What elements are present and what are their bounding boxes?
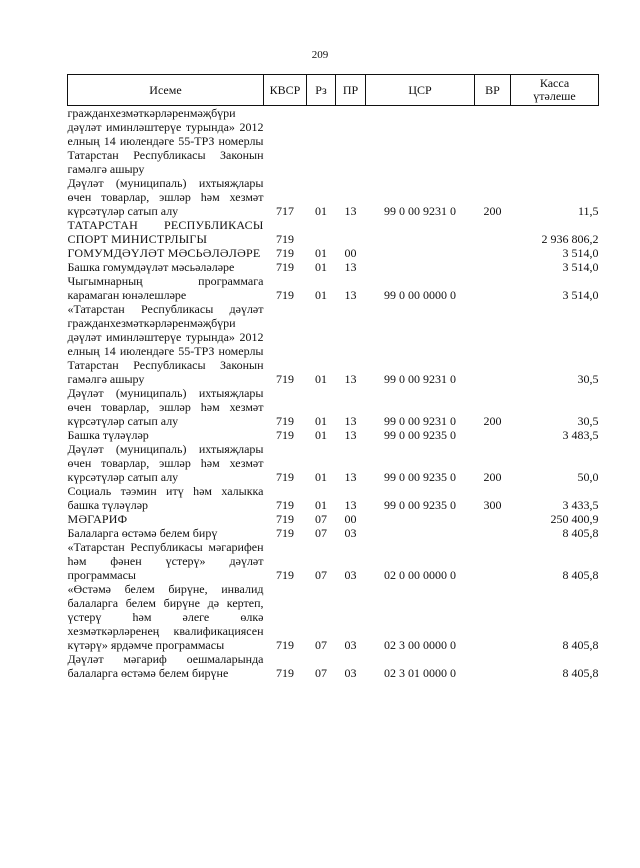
row-rz: 07 bbox=[315, 526, 327, 540]
row-rz bbox=[307, 106, 336, 177]
table-row bbox=[68, 106, 599, 177]
row-rz: 07 bbox=[315, 512, 327, 526]
table-row bbox=[68, 652, 599, 680]
row-name: МӘГАРИФ bbox=[67, 512, 128, 526]
row-pr: 13 bbox=[344, 414, 357, 428]
row-vr bbox=[475, 246, 511, 260]
row-name: Дәүләт (муниципаль) ихтыяҗлары өчен товарлар, эшләр һәм хезмәт күрсәтүләр сатып алу bbox=[67, 176, 264, 218]
row-pr: 13 bbox=[344, 260, 357, 274]
row-csr bbox=[366, 526, 475, 540]
row-csr: 99 0 00 9235 0 bbox=[384, 470, 456, 484]
row-vr bbox=[475, 526, 511, 540]
row-kvsr: 719 bbox=[276, 288, 294, 302]
table-row bbox=[68, 176, 599, 218]
row-rz: 01 bbox=[315, 428, 327, 442]
row-sum: 8 405,8 bbox=[562, 638, 599, 652]
row-sum bbox=[511, 106, 599, 177]
row-rz: 01 bbox=[315, 372, 327, 386]
row-name: гражданхезмәткәрләренмәҗбүри дәүләт иминләштерүе турында» 2012 елның 14 июлендәге 55-ТРЗ номерлы Татарстан Республикасы Законын гамәлгә ашыру bbox=[67, 106, 264, 176]
row-csr: 02 3 00 0000 0 bbox=[384, 638, 456, 652]
row-pr: 13 bbox=[344, 498, 357, 512]
row-rz: 01 bbox=[315, 260, 327, 274]
row-sum: 8 405,8 bbox=[562, 666, 599, 680]
row-rz: 01 bbox=[315, 246, 327, 260]
row-kvsr: 719 bbox=[276, 526, 294, 540]
row-sum: 8 405,8 bbox=[562, 526, 599, 540]
table-row bbox=[68, 246, 599, 260]
row-name: «Татарстан Республикасы дәүләт гражданхезмәткәрләренмәҗбүри дәүләт иминләштерүе турында» 2012 елның 14 июлендәге 55-ТРЗ номерлы Татарстан Республикасы Законын гамәлгә ашыру bbox=[67, 302, 264, 386]
row-kvsr: 719 bbox=[276, 232, 294, 246]
row-vr bbox=[475, 582, 511, 652]
row-name: Социаль тәэмин итү һәм халыкка башка түләүләр bbox=[67, 484, 264, 512]
row-vr: 300 bbox=[483, 498, 502, 512]
row-rz: 01 bbox=[315, 498, 327, 512]
row-vr: 200 bbox=[483, 414, 502, 428]
row-sum: 3 514,0 bbox=[562, 288, 599, 302]
table-row bbox=[68, 302, 599, 386]
row-csr: 02 3 01 0000 0 bbox=[384, 666, 456, 680]
row-pr: 13 bbox=[344, 288, 357, 302]
row-sum: 30,5 bbox=[577, 414, 599, 428]
header-csr: ЦСР bbox=[366, 75, 475, 106]
table-row bbox=[68, 484, 599, 512]
row-rz: 07 bbox=[315, 638, 327, 652]
row-vr: 200 bbox=[483, 204, 502, 218]
row-name: Дәүләт (муниципаль) ихтыяҗлары өчен товарлар, эшләр һәм хезмәт күрсәтүләр сатып алу bbox=[67, 386, 264, 428]
row-name: Чыгымнарның программага карамаган юнәлешләре bbox=[67, 274, 264, 302]
row-sum: 3 514,0 bbox=[562, 246, 599, 260]
row-sum: 11,5 bbox=[577, 204, 599, 218]
row-name: «Татарстан Республикасы мәгарифен һәм фәнен үстерү» дәүләт программасы bbox=[67, 540, 264, 582]
row-kvsr: 717 bbox=[276, 204, 294, 218]
row-sum: 50,0 bbox=[577, 470, 599, 484]
row-kvsr: 719 bbox=[276, 666, 294, 680]
row-vr bbox=[475, 302, 511, 386]
row-csr bbox=[366, 246, 475, 260]
row-sum: 3 514,0 bbox=[562, 260, 599, 274]
header-rz: Рз bbox=[307, 75, 336, 106]
row-kvsr: 719 bbox=[276, 414, 294, 428]
row-rz: 07 bbox=[315, 666, 327, 680]
row-kvsr: 719 bbox=[276, 246, 294, 260]
row-pr bbox=[336, 106, 366, 177]
header-kvsr: КВСР bbox=[264, 75, 307, 106]
row-csr: 99 0 00 9231 0 bbox=[384, 414, 456, 428]
page-number: 209 bbox=[311, 49, 329, 61]
table-row bbox=[68, 260, 599, 274]
row-name: ГОМУМДӘҮЛӘТ МӘСЬӘЛӘЛӘРЕ bbox=[67, 246, 261, 260]
row-name: Дәүләт мәгариф оешмаларында балаларга өстәмә белем бирүне bbox=[67, 652, 264, 680]
row-pr: 13 bbox=[344, 428, 357, 442]
header-vr: ВР bbox=[475, 75, 511, 106]
row-sum: 3 433,5 bbox=[562, 498, 599, 512]
row-kvsr: 719 bbox=[276, 470, 294, 484]
row-csr bbox=[366, 260, 475, 274]
row-kvsr bbox=[264, 106, 307, 177]
table-row bbox=[68, 274, 599, 302]
row-pr: 03 bbox=[344, 526, 357, 540]
row-csr: 99 0 00 0000 0 bbox=[384, 288, 456, 302]
row-vr bbox=[475, 512, 511, 526]
table-row bbox=[68, 428, 599, 442]
row-vr bbox=[475, 274, 511, 302]
table-row bbox=[68, 526, 599, 540]
row-sum: 2 936 806,2 bbox=[541, 232, 599, 246]
row-kvsr: 719 bbox=[276, 372, 294, 386]
row-vr bbox=[475, 218, 511, 246]
row-pr: 03 bbox=[344, 638, 357, 652]
row-sum: 8 405,8 bbox=[562, 568, 599, 582]
table-row bbox=[68, 540, 599, 582]
row-kvsr: 719 bbox=[276, 638, 294, 652]
row-kvsr: 719 bbox=[276, 568, 294, 582]
row-rz: 01 bbox=[315, 414, 327, 428]
row-rz: 01 bbox=[315, 204, 327, 218]
row-csr: 99 0 00 9231 0 bbox=[384, 372, 456, 386]
row-name: ТАТАРСТАН РЕСПУБЛИКАСЫ СПОРТ МИНИСТРЛЫГЫ bbox=[67, 218, 264, 246]
row-pr: 03 bbox=[344, 666, 357, 680]
row-pr: 13 bbox=[344, 372, 357, 386]
row-rz: 07 bbox=[315, 568, 327, 582]
row-name: Башка гомумдәүләт мәсьәләләре bbox=[67, 260, 235, 274]
row-name: Башка түләүләр bbox=[67, 428, 149, 442]
row-csr: 99 0 00 9235 0 bbox=[384, 498, 456, 512]
row-pr: 03 bbox=[344, 568, 357, 582]
row-kvsr: 719 bbox=[276, 498, 294, 512]
row-pr: 00 bbox=[344, 246, 357, 260]
row-pr bbox=[336, 218, 366, 246]
table-row bbox=[68, 512, 599, 526]
row-pr: 13 bbox=[344, 470, 357, 484]
row-pr: 00 bbox=[344, 512, 357, 526]
row-pr: 13 bbox=[344, 204, 357, 218]
row-name: Дәүләт (муниципаль) ихтыяҗлары өчен товарлар, эшләр һәм хезмәт күрсәтүләр сатып алу bbox=[67, 442, 264, 484]
row-name: Балаларга өстәмә белем бирү bbox=[67, 526, 218, 540]
row-kvsr: 719 bbox=[276, 428, 294, 442]
table-row bbox=[68, 386, 599, 428]
row-rz bbox=[307, 218, 336, 246]
row-csr bbox=[366, 218, 475, 246]
row-vr: 200 bbox=[483, 470, 502, 484]
table-row bbox=[68, 442, 599, 484]
table-row bbox=[68, 582, 599, 652]
table-header-row bbox=[68, 75, 599, 106]
row-vr bbox=[475, 428, 511, 442]
row-csr: 99 0 00 9235 0 bbox=[384, 428, 456, 442]
row-rz: 01 bbox=[315, 288, 327, 302]
row-sum: 30,5 bbox=[577, 372, 599, 386]
row-csr: 99 0 00 9231 0 bbox=[384, 204, 456, 218]
row-kvsr: 719 bbox=[276, 512, 294, 526]
header-pr: ПР bbox=[336, 75, 366, 106]
row-vr bbox=[475, 540, 511, 582]
row-vr bbox=[475, 106, 511, 177]
row-csr: 02 0 00 0000 0 bbox=[384, 568, 456, 582]
row-csr bbox=[366, 512, 475, 526]
table-body bbox=[68, 106, 599, 681]
row-csr bbox=[366, 106, 475, 177]
row-sum: 3 483,5 bbox=[562, 428, 599, 442]
header-name: Исеме bbox=[68, 75, 264, 106]
budget-table bbox=[67, 74, 599, 680]
row-rz: 01 bbox=[315, 470, 327, 484]
header-sum: Касса үтәлеше bbox=[511, 75, 599, 106]
row-name: «Өстәмә белем бирүне, инвалид балаларга белем бирүне дә кертеп, үстерү һәм әлеге өлкә хезмәткәрләренең квалификациясен күтәрү» ярдәмче программасы bbox=[67, 582, 264, 652]
table-row bbox=[68, 218, 599, 246]
row-kvsr: 719 bbox=[276, 260, 294, 274]
row-vr bbox=[475, 652, 511, 680]
row-sum: 250 400,9 bbox=[550, 512, 599, 526]
row-vr bbox=[475, 260, 511, 274]
